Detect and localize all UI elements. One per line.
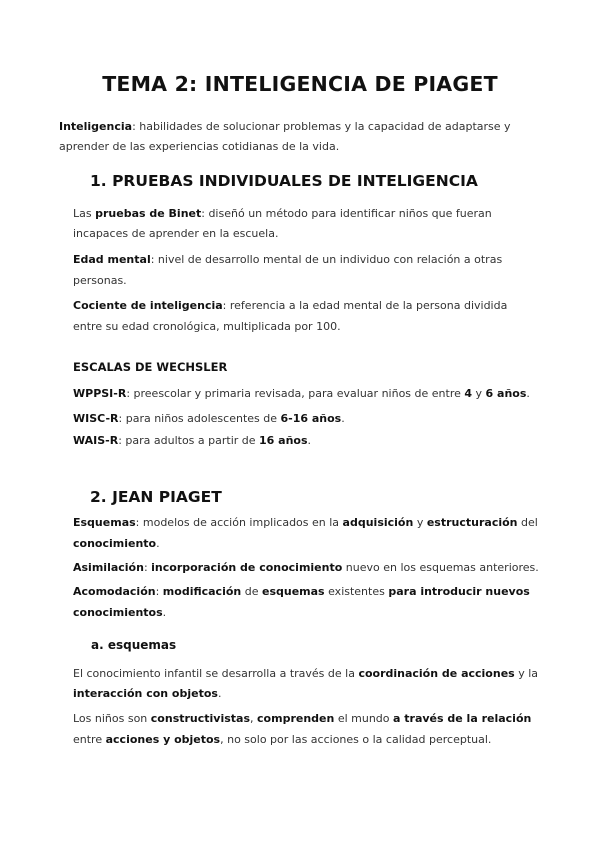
p2-bold-2: comprenden	[257, 712, 335, 725]
wppsi-n2: 6 años	[485, 387, 527, 400]
binet-text: : diseñó un método para identificar niños que fueran	[201, 207, 492, 220]
esquemas-term: Esquemas	[73, 516, 136, 529]
p2-text-5: , no solo por las acciones o la calidad perceptual.	[220, 733, 492, 746]
binet-paragraph	[73, 206, 492, 222]
acomodacion-bold-4: conocimientos	[73, 606, 163, 619]
acomodacion-text-3: existentes	[324, 585, 389, 598]
esquemas-text-2: y	[413, 516, 427, 529]
asimilacion-text-2: nuevo en los esquemas anteriores.	[342, 561, 539, 574]
acomodacion-line-2	[73, 605, 166, 621]
p1-text-1: El conocimiento infantil se desarrolla a través de la	[73, 667, 359, 680]
wisc-range: 6-16 años	[280, 412, 342, 425]
esquemas-bold-2: estructuración	[426, 516, 518, 529]
wais-line	[73, 433, 311, 449]
p1-line-2	[73, 686, 221, 702]
intro-text-2: aprender de las experiencias cotidianas de la vida.	[59, 140, 340, 153]
wais-end: .	[307, 434, 312, 447]
edad-line-2	[73, 273, 127, 289]
binet-line-2	[73, 226, 278, 242]
p2-text-3: el mundo	[334, 712, 394, 725]
esquemas-end: .	[156, 537, 160, 550]
asimilacion-bold-1: incorporación de conocimiento	[151, 561, 343, 574]
acomodacion-term: Acomodación	[73, 585, 156, 598]
intro-paragraph	[59, 119, 511, 135]
wppsi-line	[73, 386, 530, 402]
wppsi-n1: 4	[464, 387, 473, 400]
p2-line-2	[73, 732, 491, 748]
p1-end: .	[217, 687, 222, 700]
p2-text-1: Los niños son	[73, 712, 151, 725]
edad-text-2: personas.	[73, 274, 127, 287]
binet-pre: Las	[73, 207, 96, 220]
p1-bold-1: coordinación de acciones	[358, 667, 515, 680]
cociente-line-2	[73, 319, 341, 335]
wppsi-mid: y	[472, 387, 486, 400]
binet-text-2: incapaces de aprender en la escuela.	[73, 227, 279, 240]
p2-paragraph	[73, 711, 531, 727]
acomodacion-text-2: de	[241, 585, 262, 598]
asimilacion-paragraph	[73, 560, 539, 576]
escalas-heading: ESCALAS DE WECHSLER	[73, 360, 228, 374]
binet-term: pruebas de Binet	[95, 207, 202, 220]
wais-term: WAIS-R	[73, 434, 119, 447]
wisc-end: .	[341, 412, 345, 425]
p2-bold-1: constructivistas	[150, 712, 251, 725]
p2-text-2: ,	[250, 712, 258, 725]
wppsi-term: WPPSI-R	[73, 387, 127, 400]
acomodacion-bold-3: para introducir nuevos	[388, 585, 530, 598]
p2-bold-3: a través de la relación	[393, 712, 532, 725]
acomodacion-end: .	[162, 606, 167, 619]
section1-heading: 1. PRUEBAS INDIVIDUALES DE INTELIGENCIA	[90, 172, 478, 190]
edad-paragraph	[73, 252, 502, 268]
wppsi-text: : preescolar y primaria revisada, para evaluar niños de entre	[126, 387, 465, 400]
esquemas-paragraph	[73, 515, 538, 531]
cociente-paragraph	[73, 298, 507, 314]
esquemas-text-3: del	[517, 516, 538, 529]
acomodacion-bold-2: esquemas	[262, 585, 325, 598]
p1-paragraph	[73, 666, 538, 682]
esquemas-line-2	[73, 536, 160, 552]
p2-bold-4: acciones y objetos	[105, 733, 221, 746]
edad-term: Edad mental	[73, 253, 151, 266]
wisc-text: : para niños adolescentes de	[118, 412, 281, 425]
cociente-text-2: entre su edad cronológica, multiplicada por 100.	[73, 320, 341, 333]
page-title: TEMA 2: INTELIGENCIA DE PIAGET	[102, 72, 498, 96]
wisc-term: WISC-R	[73, 412, 119, 425]
cociente-text: : referencia a la edad mental de la persona dividida	[222, 299, 508, 312]
cociente-term: Cociente de inteligencia	[73, 299, 223, 312]
intro-line-2	[59, 139, 339, 155]
acomodacion-paragraph	[73, 584, 530, 600]
intro-term: Inteligencia	[59, 120, 133, 133]
asimilacion-term: Asimilación	[73, 561, 144, 574]
wais-text: : para adultos a partir de	[118, 434, 260, 447]
wppsi-end: .	[526, 387, 530, 400]
p1-bold-2: interacción con objetos	[73, 687, 218, 700]
asimilacion-text-1: :	[143, 561, 152, 574]
wisc-line	[73, 411, 345, 427]
esquemas-bold-1: adquisición	[342, 516, 414, 529]
p2-text-4: entre	[73, 733, 106, 746]
edad-text: : nivel de desarrollo mental de un individuo con relación a otras	[150, 253, 503, 266]
section2-heading: 2. JEAN PIAGET	[90, 488, 222, 506]
intro-text: : habilidades de solucionar problemas y la capacidad de adaptarse y	[132, 120, 511, 133]
wais-age: 16 años	[259, 434, 308, 447]
p1-text-2: y la	[514, 667, 539, 680]
acomodacion-bold-1: modificación	[162, 585, 242, 598]
acomodacion-text-1: :	[155, 585, 163, 598]
esquemas-text-1: : modelos de acción implicados en la	[135, 516, 343, 529]
esquemas-bold-3: conocimiento	[73, 537, 157, 550]
subsection-heading: a. esquemas	[91, 638, 177, 652]
